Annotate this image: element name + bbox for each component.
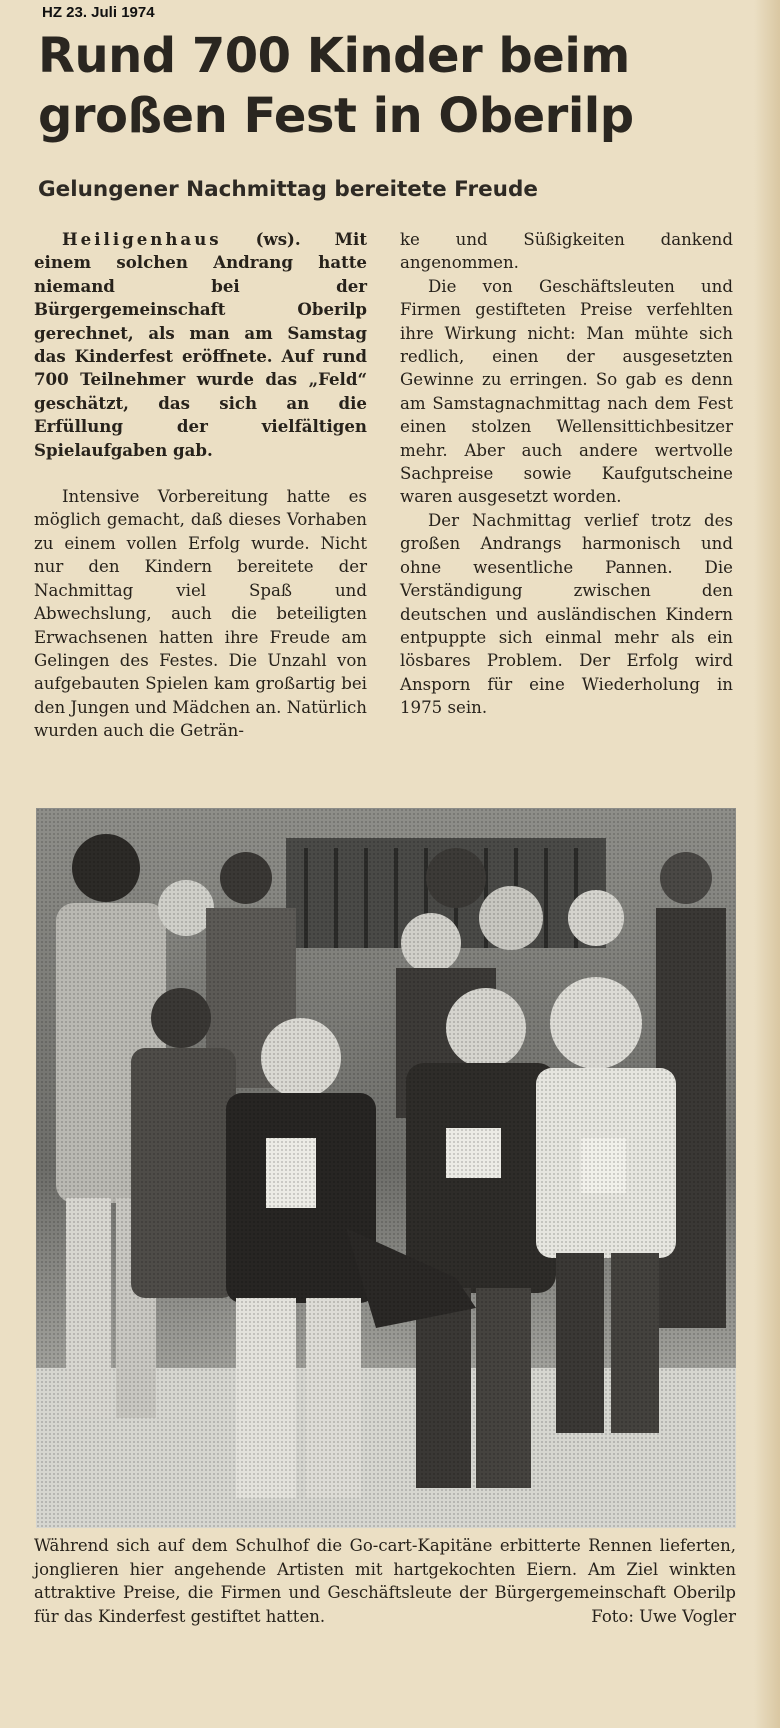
caption-text: Während sich auf dem Schulhof die Go-cart-Kapitäne erbitterte Rennen lieferten, jonglieren hier angehende Artisten mit hartgekochten Eiern. Am Ziel winkten attraktive Preise, die Firmen und Geschäftsleute der Bürgergemeinschaft Oberilp für das Kinderfest gestiftet hatten. bbox=[34, 1536, 736, 1626]
article-column-left bbox=[34, 228, 367, 743]
body-paragraph: Die von Geschäftsleuten und Firmen gestifteten Preise verfehlten ihre Wirkung nicht: Man mühte sich redlich, einen der ausgesetzten Gewinne zu erringen. So gab es denn am Samstagnachmittag nach dem Fest einen stolzen Wellensittichbesitzer mehr. Aber auch andere wertvolle Sachpreise sowie Kaufgutscheine waren ausgesetzt worden. bbox=[400, 276, 733, 507]
headline: Rund 700 Kinder beim großen Fest in Oberilp bbox=[38, 28, 634, 144]
photo-caption bbox=[34, 1534, 736, 1628]
body-paragraph: ke und Süßigkeiten dankend angenommen. bbox=[400, 230, 733, 273]
body-paragraph: Der Nachmittag verlief trotz des großen Andrangs harmonisch und ohne wesentliche Pannen. Die Verständigung zwischen den deutschen und ausländischen Kindern entpuppte sich einmal mehr als ein lösbares Problem. Der Erfolg wird Ansporn für eine Wiederholung in 1975 sein. bbox=[400, 510, 733, 718]
article-column-right bbox=[400, 228, 733, 720]
body-paragraph: Intensive Vorbereitung hatte es möglich gemacht, daß dieses Vorhaben zu einem vollen Erfolg wurde. Nicht nur den Kindern bereitete der Nachmittag viel Spaß und Abwechslung, auch die beteiligten Erwachsenen hatten ihre Freude am Gelingen des Festes. Die Unzahl von aufgebauten Spielen kam großartig bei den Jungen und Mädchen an. Natürlich wurden auch die Geträn- bbox=[34, 487, 367, 741]
lead-paragraph bbox=[34, 228, 367, 462]
dateline: HZ 23. Juli 1974 bbox=[42, 4, 155, 21]
subheadline: Gelungener Nachmittag bereitete Freude bbox=[38, 177, 538, 202]
news-photo bbox=[36, 808, 736, 1528]
photo-credit: Foto: Uwe Vogler bbox=[591, 1606, 736, 1626]
lead-place: Heiligenhaus bbox=[62, 229, 222, 249]
lead-text: (ws). Mit einem solchen Andrang hatte niemand bei der Bürgergemeinschaft Oberilp gerechnet, als man am Samstag das Kinderfest eröffnete. Auf rund 700 Teilnehmer wurde das „Feld“ geschätzt, das sich an die Erfüllung der vielfältigen Spielaufgaben gab. bbox=[34, 229, 367, 460]
